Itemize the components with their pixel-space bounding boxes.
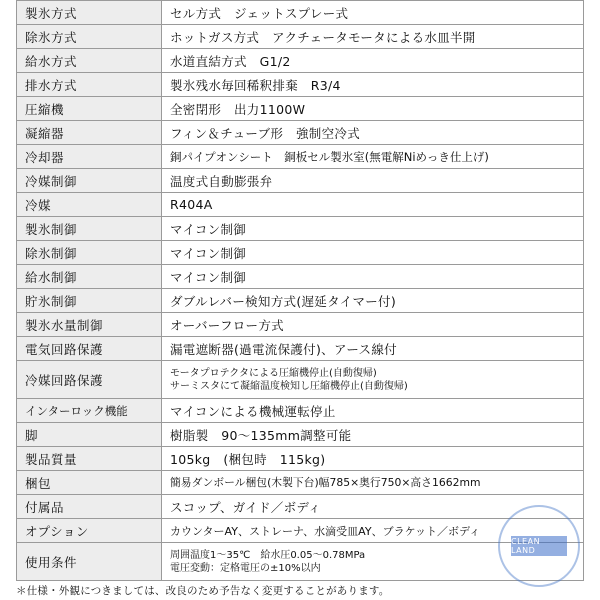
row-label: 製品質量 — [17, 447, 162, 471]
row-label: オプション — [17, 519, 162, 543]
stamp-label: CLEAN LAND — [511, 536, 567, 556]
row-label: 製氷方式 — [17, 1, 162, 25]
table-row — [17, 361, 584, 399]
row-label: 冷媒 — [17, 193, 162, 217]
shop-stamp-icon — [498, 505, 580, 587]
table-row — [17, 399, 584, 423]
table-row — [17, 73, 584, 97]
row-label: 除氷方式 — [17, 25, 162, 49]
table-row — [17, 25, 584, 49]
footnote: ＊仕様・外観につきましては、改良のため予告なく変更することがあります。 — [16, 585, 390, 597]
row-value: 漏電遮断器(過電流保護付)、アース線付 — [162, 337, 584, 361]
table-row — [17, 193, 584, 217]
row-label: インターロック機能 — [17, 399, 162, 423]
row-value-line: サーミスタにて凝縮温度検知し圧縮機停止(自動復帰) — [170, 380, 408, 392]
row-label: 冷媒制御 — [17, 169, 162, 193]
table-row — [17, 97, 584, 121]
row-value: ホットガス方式 アクチェータモータによる水皿半開 — [162, 25, 584, 49]
table-row — [17, 337, 584, 361]
row-label: 冷媒回路保護 — [17, 361, 162, 399]
row-label: 凝縮器 — [17, 121, 162, 145]
table-row — [17, 217, 584, 241]
row-value: マイコン制御 — [162, 217, 584, 241]
row-label: 給水制御 — [17, 265, 162, 289]
row-value: 製氷残水毎回稀釈排棄 R3/4 — [162, 73, 584, 97]
row-value: ダブルレバー検知方式(遅延タイマー付) — [162, 289, 584, 313]
table-row — [17, 265, 584, 289]
table-row — [17, 313, 584, 337]
table-row — [17, 495, 584, 519]
row-label: 梱包 — [17, 471, 162, 495]
row-value: フィン＆チューブ形 強制空冷式 — [162, 121, 584, 145]
row-label: 貯氷制御 — [17, 289, 162, 313]
table-row — [17, 49, 584, 73]
table-row — [17, 423, 584, 447]
table-row — [17, 289, 584, 313]
row-value: 樹脂製 90～135mm調整可能 — [162, 423, 584, 447]
row-value: R404A — [162, 193, 584, 217]
row-label: 電気回路保護 — [17, 337, 162, 361]
row-value: スコップ、ガイド／ボディ — [162, 495, 584, 519]
table-row — [17, 121, 584, 145]
row-value: マイコン制御 — [162, 241, 584, 265]
row-label: 付属品 — [17, 495, 162, 519]
row-label: 圧縮機 — [17, 97, 162, 121]
row-label: 脚 — [17, 423, 162, 447]
table-row — [17, 169, 584, 193]
row-value: オーバーフロー方式 — [162, 313, 584, 337]
row-value-line: 周囲温度1～35℃ 給水圧0.05～0.78MPa — [170, 549, 366, 561]
row-label: 製氷水量制御 — [17, 313, 162, 337]
row-value: 銅パイプオンシート 銅板セル製氷室(無電解Niめっき仕上げ) — [162, 145, 584, 169]
row-value: 温度式自動膨張弁 — [162, 169, 584, 193]
row-label: 製氷制御 — [17, 217, 162, 241]
row-value: マイコン制御 — [162, 265, 584, 289]
spec-table — [16, 0, 584, 581]
row-value-line: モータプロテクタによる圧縮機停止(自動復帰) — [170, 367, 377, 379]
row-value: セル方式 ジェットスプレー式 — [162, 1, 584, 25]
row-label: 冷却器 — [17, 145, 162, 169]
row-value: 105kg (梱包時 115kg) — [162, 447, 584, 471]
table-row — [17, 145, 584, 169]
row-label: 排水方式 — [17, 73, 162, 97]
row-value — [162, 361, 584, 399]
row-value: カウンターAY、ストレーナ、水滴受皿AY、ブラケット／ボディ — [162, 519, 584, 543]
table-row — [17, 1, 584, 25]
row-label: 使用条件 — [17, 543, 162, 581]
table-row — [17, 447, 584, 471]
row-value: 水道直結方式 G1/2 — [162, 49, 584, 73]
row-label: 給水方式 — [17, 49, 162, 73]
row-value-line: 電圧変動：定格電圧の±10%以内 — [170, 562, 321, 574]
row-value: 全密閉形 出力1100W — [162, 97, 584, 121]
row-label: 除氷制御 — [17, 241, 162, 265]
table-row — [17, 241, 584, 265]
row-value: 簡易ダンボール梱包(木製下台)幅785×奥行750×高さ1662mm — [162, 471, 584, 495]
table-row — [17, 471, 584, 495]
row-value: マイコンによる機械運転停止 — [162, 399, 584, 423]
